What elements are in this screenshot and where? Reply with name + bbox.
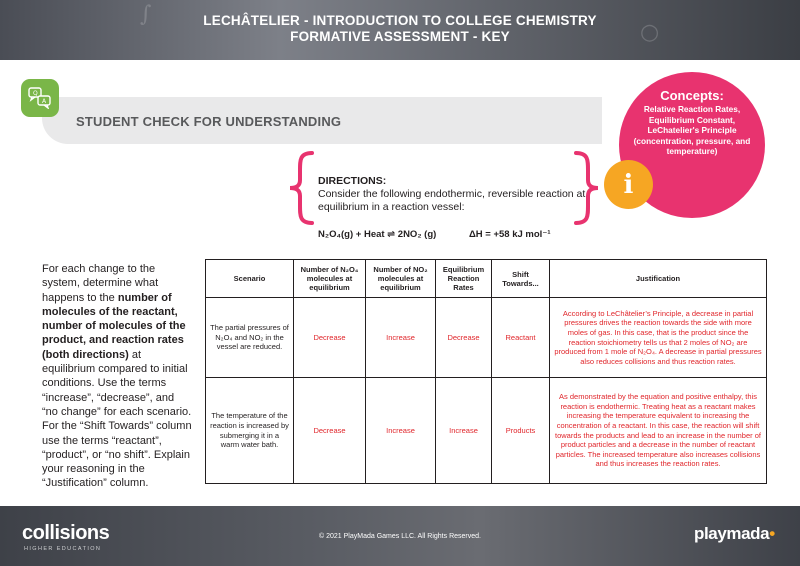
justification-cell: According to LeChâtelier’s Principle, a decrease in partial pressures drives the reaction towards the side with more moles of gas. In this case, that is the product since the reaction stoichiometry tells us that 2 moles of NO₂ are produced from 1 mole of N₂O₄. A decrease in partial pressures also reduces collisions and thus reaction rates.	[550, 298, 767, 378]
column-header: Number of N₂O₄ molecules at equilibrium	[294, 260, 366, 298]
equation-text: N₂O₄(g) + Heat ⇌ 2NO₂ (g)	[318, 229, 437, 240]
section-heading: STUDENT CHECK FOR UNDERSTANDING	[76, 114, 342, 129]
copyright-text: © 2021 PlayMada Games LLC. All Rights Reserved.	[319, 533, 481, 540]
background-decoration: ∫	[140, 2, 152, 27]
concepts-title: Concepts:	[660, 88, 724, 103]
justification-cell: As demonstrated by the equation and positive enthalpy, this reaction is endothermic. Treating heat as a reactant makes increasing the temperature equivalent to increasing the concentration of a reactant. In this case, the reaction will shift towards the products and lead to an increase in the number of product particles and a decrease in the number of reactant particles. The increased temperature also increases collisions and thus increases the reaction rates.	[550, 378, 767, 484]
svg-text:Q: Q	[33, 90, 38, 97]
column-header: Scenario	[206, 260, 294, 298]
title-line-1: LECHÂTELIER - INTRODUCTION TO COLLEGE CHEMISTRY	[203, 13, 597, 28]
instructions-paragraph	[42, 262, 192, 491]
reaction-rates-cell: Decrease	[436, 298, 492, 378]
title-line-2: FORMATIVE ASSESSMENT - KEY	[290, 29, 510, 44]
instructions-text: For each change to the system, determine what happens to the	[42, 263, 159, 304]
brand-dot: •	[769, 524, 775, 543]
left-brace	[286, 150, 316, 226]
brand-name: playmada	[694, 524, 770, 543]
logo-subtitle: HIGHER EDUCATION	[24, 546, 102, 552]
shift-cell: Products	[492, 378, 550, 484]
column-header: Justification	[550, 260, 767, 298]
enthalpy-text: ΔH = +58 kJ mol⁻¹	[468, 229, 551, 240]
directions-block	[318, 175, 608, 214]
reaction-equation	[318, 229, 551, 240]
reactant-count-cell: Decrease	[294, 298, 366, 378]
scenario-cell: The partial pressures of N₂O₄ and NO₂ in the vessel are reduced.	[206, 298, 294, 378]
collisions-logo: collisions	[22, 522, 110, 544]
product-count-cell: Increase	[366, 378, 436, 484]
column-header: Equilibrium Reaction Rates	[436, 260, 492, 298]
playmada-logo	[694, 524, 775, 544]
directions-title: DIRECTIONS:	[318, 175, 387, 187]
table-row	[206, 378, 767, 484]
product-count-cell: Increase	[366, 298, 436, 378]
concepts-list: Relative Reaction Rates, Equilibrium Constant, LeChatelier's Principle (concentration, pressure, and temperature)	[633, 104, 751, 157]
shift-cell: Reactant	[492, 298, 550, 378]
column-header: Number of NO₂ molecules at equilibrium	[366, 260, 436, 298]
page-title	[0, 13, 800, 45]
answer-table	[205, 259, 767, 484]
header-banner	[0, 0, 800, 60]
table-row	[206, 298, 767, 378]
chat-bubbles-icon	[21, 79, 59, 117]
table-header-row	[206, 260, 767, 298]
instructions-text: at equilibrium compared to initial conditions. Use the terms “increase”, “decrease”, and “no change” for each scenario. For the “Shift Towards” column use the terms “reactant”, “product”, or “no shift”. Explain your reasoning in the “Justification” column.	[42, 348, 192, 490]
instructions-emphasis: number of molecules of the reactant, number of molecules of the product, and reaction rates (both directions)	[42, 291, 186, 361]
scenario-cell: The temperature of the reaction is increased by submerging it in a warm water bath.	[206, 378, 294, 484]
reaction-rates-cell: Increase	[436, 378, 492, 484]
info-icon: i	[604, 160, 653, 209]
svg-text:A: A	[42, 98, 47, 105]
reactant-count-cell: Decrease	[294, 378, 366, 484]
directions-text: Consider the following endothermic, reversible reaction at equilibrium in a reaction vessel:	[318, 188, 586, 213]
column-header: Shift Towards...	[492, 260, 550, 298]
background-decoration: ○	[640, 20, 660, 45]
